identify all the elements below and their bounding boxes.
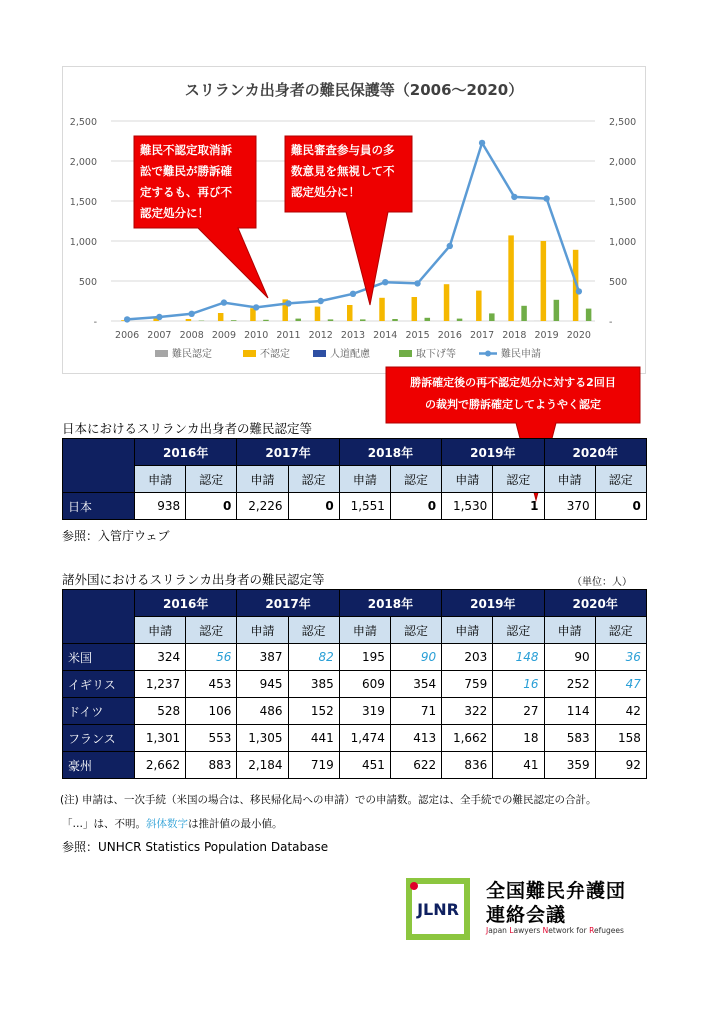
- table-cell: 387: [237, 644, 288, 671]
- note-2: [62, 816, 283, 831]
- row-label: 日本: [63, 493, 135, 520]
- jlnr-logo: [406, 870, 636, 942]
- x-tick-label: 2018: [502, 330, 527, 341]
- col-header-apply: 申請: [442, 617, 493, 644]
- table-cell: 883: [186, 752, 237, 779]
- table-cell: 0: [186, 493, 237, 520]
- legend-label: 不認定: [260, 349, 290, 360]
- table-row: [63, 752, 647, 779]
- sub-header-row: [63, 617, 647, 644]
- col-header-apply: 申請: [339, 466, 390, 493]
- y-tick-right: 500: [609, 277, 628, 288]
- table-cell: 42: [595, 698, 646, 725]
- table-cell: 1,305: [237, 725, 288, 752]
- col-header-grant: 認定: [390, 617, 441, 644]
- col-header-apply: 申請: [135, 617, 186, 644]
- table-cell: 16: [493, 671, 544, 698]
- foreign-table: [62, 589, 647, 779]
- x-tick-label: 2008: [179, 330, 204, 341]
- table-cell: 1,551: [339, 493, 390, 520]
- year-header-row: [63, 439, 647, 466]
- year-header: 2017年: [237, 439, 339, 466]
- col-header-apply: 申請: [544, 617, 595, 644]
- note-2-rest: は推計値の最小値。: [188, 818, 283, 830]
- y-tick-left: 2,000: [69, 157, 97, 168]
- x-tick-label: 2012: [308, 330, 333, 341]
- table-cell: 609: [339, 671, 390, 698]
- table-cell: 90: [544, 644, 595, 671]
- table-cell: 945: [237, 671, 288, 698]
- table-cell: 90: [390, 644, 441, 671]
- table-cell: 359: [544, 752, 595, 779]
- year-header: 2016年: [135, 590, 237, 617]
- y-tick-left: 1,000: [69, 237, 97, 248]
- col-header-grant: 認定: [595, 466, 646, 493]
- table-cell: 938: [135, 493, 186, 520]
- table-cell: 41: [493, 752, 544, 779]
- table-cell: 453: [186, 671, 237, 698]
- sub-header-row: [63, 466, 647, 493]
- legend-label: 難民申請: [501, 349, 541, 360]
- table-cell: 56: [186, 644, 237, 671]
- table-row: [63, 644, 647, 671]
- x-tick-label: 2009: [211, 330, 237, 341]
- year-header: 2019年: [442, 590, 544, 617]
- logo-en: Japan Lawyers Network for Refugees: [486, 926, 624, 935]
- x-tick-label: 2019: [534, 330, 559, 341]
- row-label: フランス: [63, 725, 135, 752]
- row-label: イギリス: [63, 671, 135, 698]
- table-cell: 106: [186, 698, 237, 725]
- table-row: [63, 698, 647, 725]
- col-header-grant: 認定: [288, 617, 339, 644]
- x-tick-label: 2017: [469, 330, 495, 341]
- logo-square: [406, 878, 470, 940]
- table-cell: 836: [442, 752, 493, 779]
- y-tick-right: 1,000: [609, 237, 637, 248]
- row-label: 米国: [63, 644, 135, 671]
- table-cell: 82: [288, 644, 339, 671]
- table-cell: 1: [493, 493, 544, 520]
- table-cell: 553: [186, 725, 237, 752]
- y-tick-right: -: [609, 317, 613, 328]
- col-header-grant: 認定: [595, 617, 646, 644]
- japan-table: [62, 438, 647, 520]
- x-tick-label: 2007: [147, 330, 172, 341]
- table-cell: 1,530: [442, 493, 493, 520]
- table-cell: 18: [493, 725, 544, 752]
- note-2-unknown: 「…」は、不明。: [62, 818, 146, 830]
- table-cell: 413: [390, 725, 441, 752]
- x-tick-label: 2015: [405, 330, 430, 341]
- table-corner: [63, 439, 135, 493]
- table-cell: 2,184: [237, 752, 288, 779]
- unhcr-source: 参照：UNHCR Statistics Population Database: [62, 840, 329, 854]
- x-tick-label: 2013: [340, 330, 366, 341]
- col-header-apply: 申請: [237, 617, 288, 644]
- note-2-italic-label: 斜体数字: [146, 818, 188, 830]
- table-cell: 759: [442, 671, 493, 698]
- table-cell: 252: [544, 671, 595, 698]
- table-cell: 622: [390, 752, 441, 779]
- year-header: 2020年: [544, 590, 646, 617]
- table-corner: [63, 590, 135, 644]
- y-tick-right: 2,000: [609, 157, 637, 168]
- table-cell: 47: [595, 671, 646, 698]
- y-tick-left: 2,500: [69, 117, 97, 128]
- x-tick-label: 2014: [373, 330, 398, 341]
- col-header-grant: 認定: [390, 466, 441, 493]
- col-header-grant: 認定: [493, 466, 544, 493]
- table-row: [63, 671, 647, 698]
- table-cell: 1,301: [135, 725, 186, 752]
- col-header-apply: 申請: [135, 466, 186, 493]
- year-header: 2017年: [237, 590, 339, 617]
- y-tick-left: 1,500: [69, 197, 97, 208]
- logo-jp-line2: 連絡会議: [486, 904, 567, 926]
- year-header: 2019年: [442, 439, 544, 466]
- table-cell: 203: [442, 644, 493, 671]
- x-tick-label: 2020: [566, 330, 591, 341]
- table-cell: 324: [135, 644, 186, 671]
- table-cell: 451: [339, 752, 390, 779]
- table-cell: 441: [288, 725, 339, 752]
- row-label: 豪州: [63, 752, 135, 779]
- legend-label: 難民認定: [172, 349, 212, 360]
- x-tick-label: 2006: [115, 330, 140, 341]
- table-cell: 322: [442, 698, 493, 725]
- x-tick-label: 2011: [276, 330, 301, 341]
- table-cell: 2,662: [135, 752, 186, 779]
- table-cell: 583: [544, 725, 595, 752]
- table-cell: 71: [390, 698, 441, 725]
- col-header-grant: 認定: [288, 466, 339, 493]
- y-tick-left: 500: [78, 277, 97, 288]
- table-cell: 1,237: [135, 671, 186, 698]
- table-cell: 148: [493, 644, 544, 671]
- table-cell: 385: [288, 671, 339, 698]
- unit-label: （単位：人）: [572, 577, 632, 588]
- japan-source: 参照：入管庁ウェブ: [62, 529, 170, 543]
- col-header-apply: 申請: [237, 466, 288, 493]
- table-cell: 0: [595, 493, 646, 520]
- logo-jp-line1: 全国難民弁護団: [486, 880, 627, 902]
- table-cell: 92: [595, 752, 646, 779]
- table-cell: 2,226: [237, 493, 288, 520]
- chart-title: スリランカ出身者の難民保護等（2006〜2020）: [184, 81, 524, 99]
- legend-label: 人道配慮: [330, 349, 370, 360]
- y-tick-right: 2,500: [609, 117, 637, 128]
- table-cell: 1,662: [442, 725, 493, 752]
- x-tick-label: 2010: [244, 330, 269, 341]
- legend-label: 取下げ等: [416, 349, 456, 360]
- table-cell: 36: [595, 644, 646, 671]
- table-cell: 1,474: [339, 725, 390, 752]
- table-cell: 195: [339, 644, 390, 671]
- year-header-row: [63, 590, 647, 617]
- col-header-grant: 認定: [186, 617, 237, 644]
- year-header: 2020年: [544, 439, 646, 466]
- table-cell: 370: [544, 493, 595, 520]
- logo-red-dot: [410, 882, 418, 890]
- table-cell: 719: [288, 752, 339, 779]
- callout-3-text: 勝訴確定後の再不認定処分に対する2回目 の裁判で勝訴確定してようやく認定: [410, 376, 616, 411]
- callout-2-text: 難民審査参与員の多 数意見を無視して不 認定処分に！: [291, 143, 395, 199]
- year-header: 2018年: [339, 439, 441, 466]
- logo-abbr: JLNR: [417, 900, 459, 919]
- x-tick-label: 2016: [437, 330, 462, 341]
- table-cell: 486: [237, 698, 288, 725]
- col-header-apply: 申請: [339, 617, 390, 644]
- table-row: [63, 493, 647, 520]
- col-header-apply: 申請: [544, 466, 595, 493]
- table-cell: 354: [390, 671, 441, 698]
- col-header-grant: 認定: [493, 617, 544, 644]
- note-1: (注) 申請は、一次手続（米国の場合は、移民帰化局への申請）での申請数。認定は、全手続での難民認定の合計。: [60, 794, 597, 806]
- table-cell: 114: [544, 698, 595, 725]
- table-row: [63, 725, 647, 752]
- table-cell: 528: [135, 698, 186, 725]
- table-cell: 27: [493, 698, 544, 725]
- table-cell: 152: [288, 698, 339, 725]
- table-cell: 158: [595, 725, 646, 752]
- col-header-apply: 申請: [442, 466, 493, 493]
- y-tick-right: 1,500: [609, 197, 637, 208]
- col-header-grant: 認定: [186, 466, 237, 493]
- year-header: 2016年: [135, 439, 237, 466]
- japan-table-heading: 日本におけるスリランカ出身者の難民認定等: [62, 421, 313, 436]
- callout-1-text: 難民不認定取消訴 訟で難民が勝訴確 定するも、再び不 認定処分に！: [140, 143, 232, 220]
- y-tick-left: -: [93, 317, 97, 328]
- table-cell: 0: [288, 493, 339, 520]
- table-cell: 0: [390, 493, 441, 520]
- foreign-table-heading: 諸外国におけるスリランカ出身者の難民認定等: [62, 572, 325, 587]
- year-header: 2018年: [339, 590, 441, 617]
- table-cell: 319: [339, 698, 390, 725]
- row-label: ドイツ: [63, 698, 135, 725]
